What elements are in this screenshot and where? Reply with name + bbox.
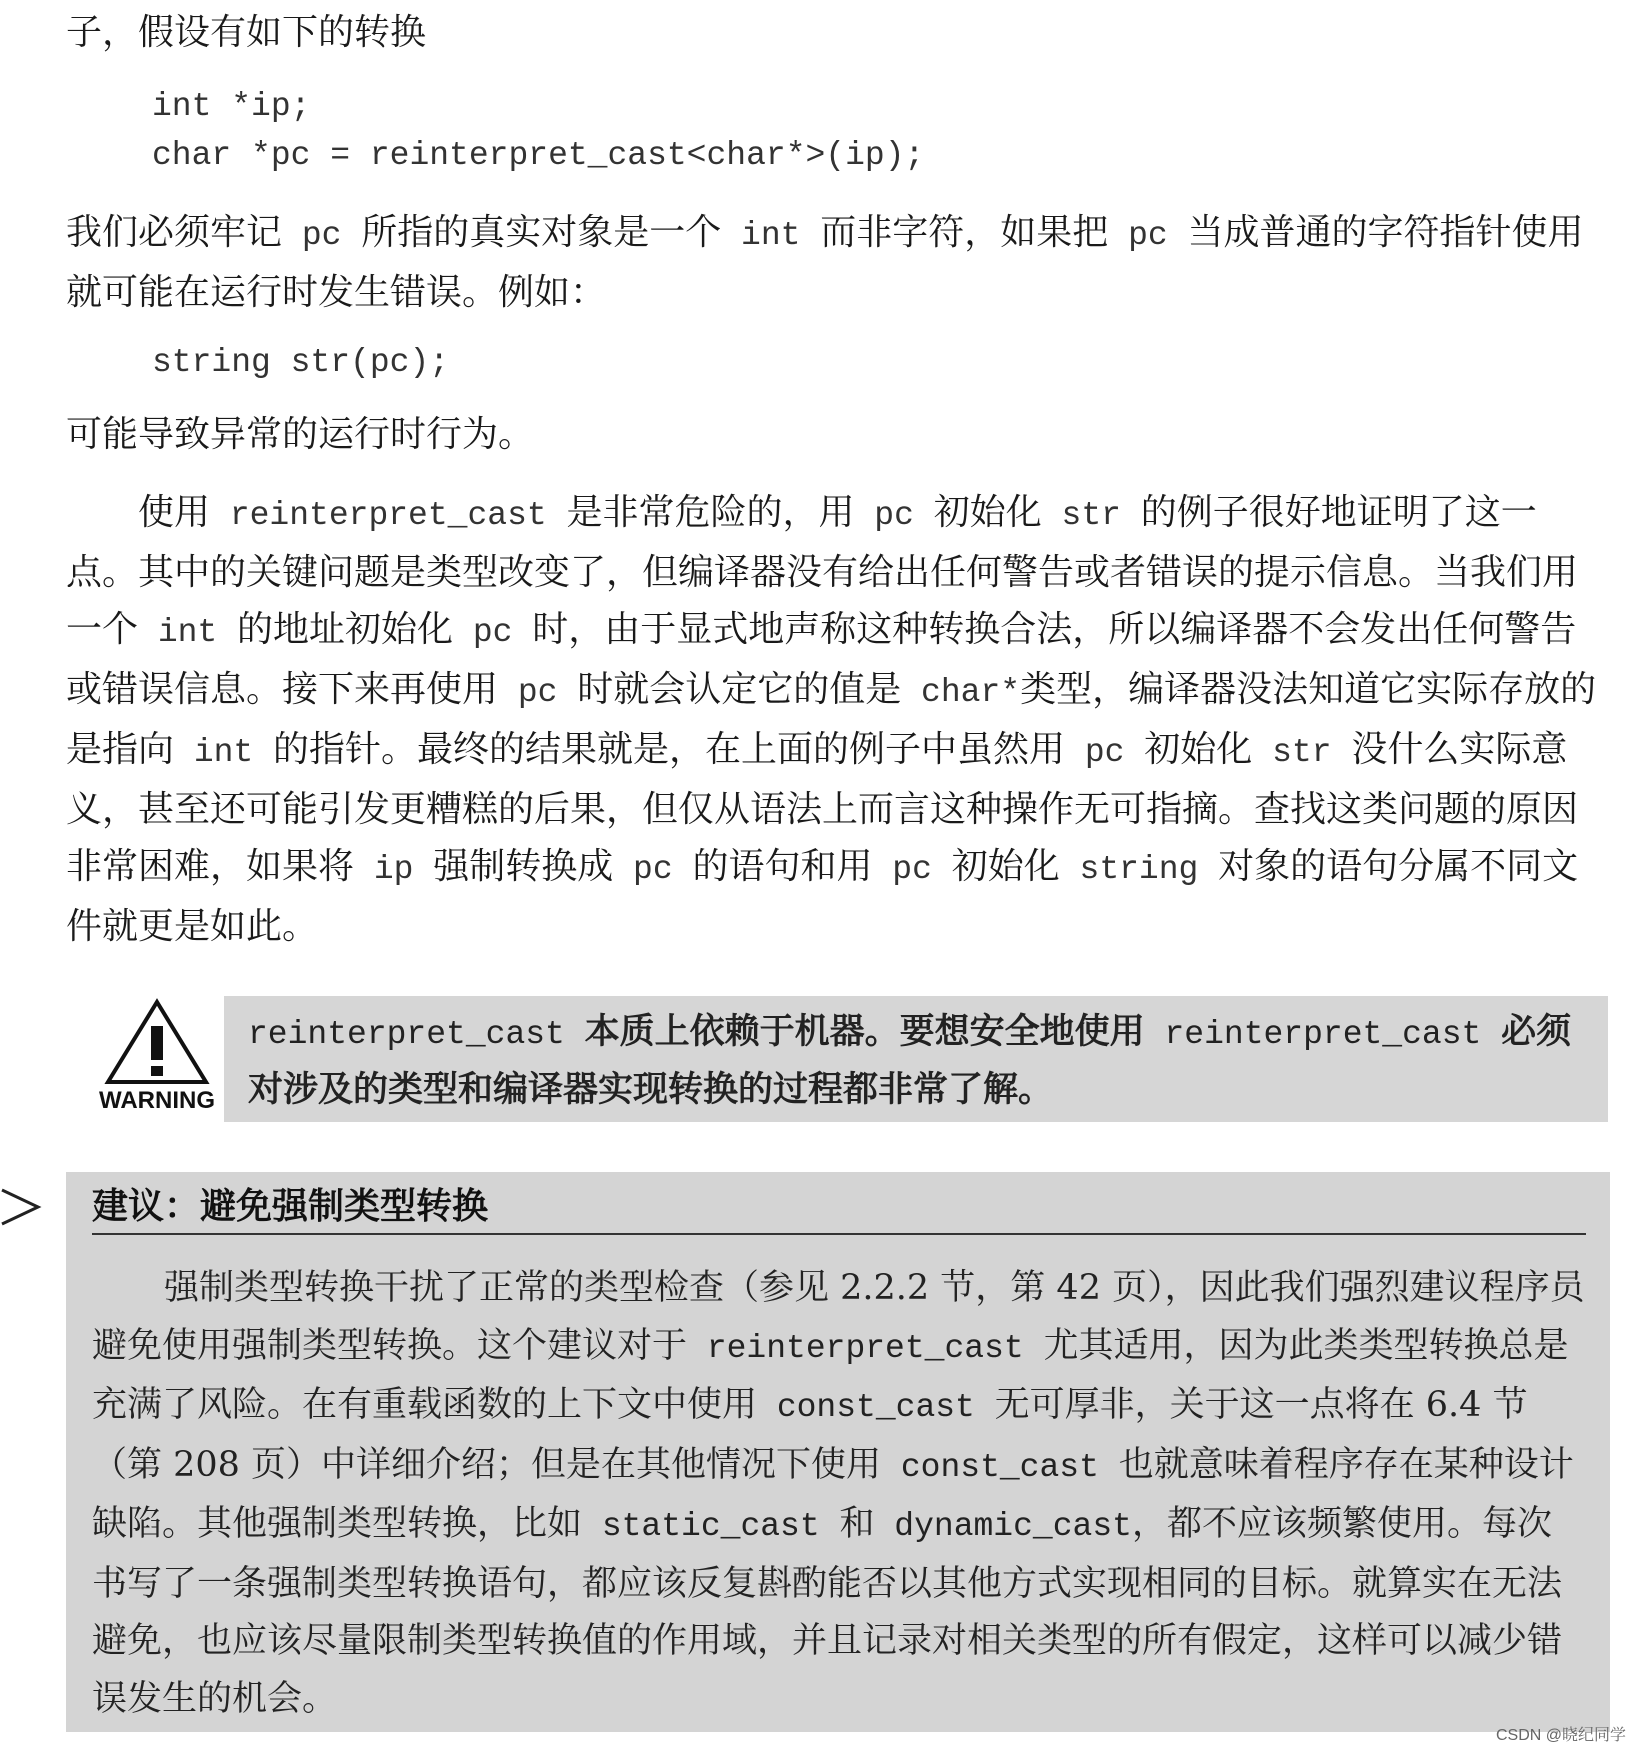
para3-text: 时就会认定它的值是 [577, 669, 902, 710]
rec-sentence: ，都不应该频繁使用。每次书写了一条强制类型转换语句，都应该反复斟酌能否以其他方式实现相同的目标。就算实在无法避免，也应该尽量限制类型转换值的作用域，并且记录对相关类型的所有假定，这样可以减少错误发生的机会。 [92, 1504, 1563, 1719]
para3-text: 的例子很好地证明了这一点。其中的关键问题是类型改变了，但编译器没有给出任何警告或者错误的提示信息。当我们用一个 [66, 492, 1579, 650]
inline-code: string [1059, 851, 1219, 888]
inline-code: pc [1108, 217, 1188, 254]
para3-text: 的语句和用 [692, 846, 873, 887]
recommendation-text [92, 1260, 1586, 1728]
para3-text: 没什么实际意义，甚至还可能引发更糟糕的后果，但仅从语法上而言这种操作无可指摘。查找这类问题的原因非常困难，如果将 [66, 729, 1579, 887]
code-line-2: char *pc = reinterpret_cast<char*>(ip); [152, 137, 925, 174]
inline-code: str [1252, 734, 1352, 771]
inline-code: pc [498, 674, 578, 711]
inline-code: pc [872, 851, 952, 888]
inline-code: int [174, 734, 274, 771]
inline-code: const_cast [757, 1389, 995, 1426]
inline-code: reinterpret_cast [687, 1329, 1044, 1367]
para3-text: 是非常危险的，用 [566, 492, 855, 533]
para3-text: 的地址初始化 [237, 609, 454, 650]
para3-text: 初始化 [951, 846, 1060, 887]
rec-sentence: 强制类型转换干扰了正常的类型检查（参见 2.2.2 节，第 42 页），因此我们强烈建议程序员避免使用强制类型转换。这个建议对于 [92, 1268, 1585, 1366]
para1-text: 所指的真实对象是一个 [361, 212, 722, 253]
inline-code: int [721, 217, 821, 254]
para3-text: 初始化 [1144, 729, 1253, 770]
recommendation-title: 建议：避免强制类型转换 [92, 1185, 489, 1227]
para3-text: 强制转换成 [433, 846, 614, 887]
paragraph-3 [66, 484, 1606, 955]
warning-label: WARNING [99, 1087, 215, 1114]
inline-code: pc [453, 614, 533, 651]
inline-code: str [1041, 497, 1141, 534]
inline-code: static_cast [582, 1508, 840, 1545]
warning-sentence: 必须对涉及的类型和编译器实现转换的过程都非常了解。 [248, 1011, 1572, 1110]
code-block-2: string str(pc); [152, 344, 450, 381]
para3-text: 类型，编译器没法知道它实际存放的是指向 [66, 669, 1597, 770]
rec-sentence: 尤其适用，因为此类类型转换总是充满了风险。在有重载函数的上下文中使用 [92, 1325, 1569, 1425]
inline-code: const_cast [881, 1448, 1119, 1486]
code-block-1 [152, 82, 924, 180]
rec-sentence: 和 [839, 1504, 875, 1544]
inline-code: reinterpret_cast [1144, 1016, 1502, 1053]
rec-sentence: 也就意味着程序存在某种设计缺陷。其他强制类型转换，比如 [92, 1444, 1574, 1544]
chevron-right-icon [0, 1186, 44, 1228]
para1-text: 我们必须牢记 [66, 212, 283, 253]
inline-code: pc [1065, 734, 1145, 771]
para1-text: 当成普通的字符指针使用就可能在运行时发生错误。例如： [66, 212, 1584, 313]
recommendation-divider [92, 1233, 1586, 1235]
inline-code: int [138, 614, 238, 651]
inline-code: reinterpret_cast [248, 1016, 585, 1053]
inline-code: char* [901, 674, 1021, 711]
paragraph-2: 可能导致异常的运行时行为。 [66, 414, 535, 455]
warning-text [248, 1004, 1598, 1117]
paragraph-1 [66, 204, 1606, 321]
para1-text: 而非字符，如果把 [820, 212, 1109, 253]
intro-text: 子，假设有如下的转换 [66, 12, 427, 53]
inline-code: dynamic_cast [874, 1508, 1132, 1545]
inline-code: reinterpret_cast [210, 497, 567, 534]
inline-code: pc [613, 851, 693, 888]
watermark: CSDN @晓纪同学 [1495, 1727, 1626, 1744]
para3-text: 的指针。最终的结果就是，在上面的例子中虽然用 [273, 729, 1066, 770]
para3-text: 初始化 [933, 492, 1042, 533]
inline-code: pc [282, 217, 362, 254]
para3-text: 对象的语句分属不同文件就更是如此。 [66, 846, 1579, 947]
para3-text: 使用 [138, 492, 211, 533]
inline-code: pc [854, 497, 934, 534]
rec-sentence: 无可厚非，关于这一点将在 6.4 节（第 208 页）中详细介绍；但是在其他情况下使用 [92, 1385, 1528, 1485]
inline-code: ip [354, 851, 434, 888]
code-line-1: int *ip; [152, 88, 311, 125]
warning-sentence: 本质上依赖于机器。要想安全地使用 [584, 1011, 1145, 1052]
para3-text: 时，由于显式地声称这种转换合法，所以编译器不会发出任何警告或错误信息。接下来再使用 [66, 609, 1577, 710]
